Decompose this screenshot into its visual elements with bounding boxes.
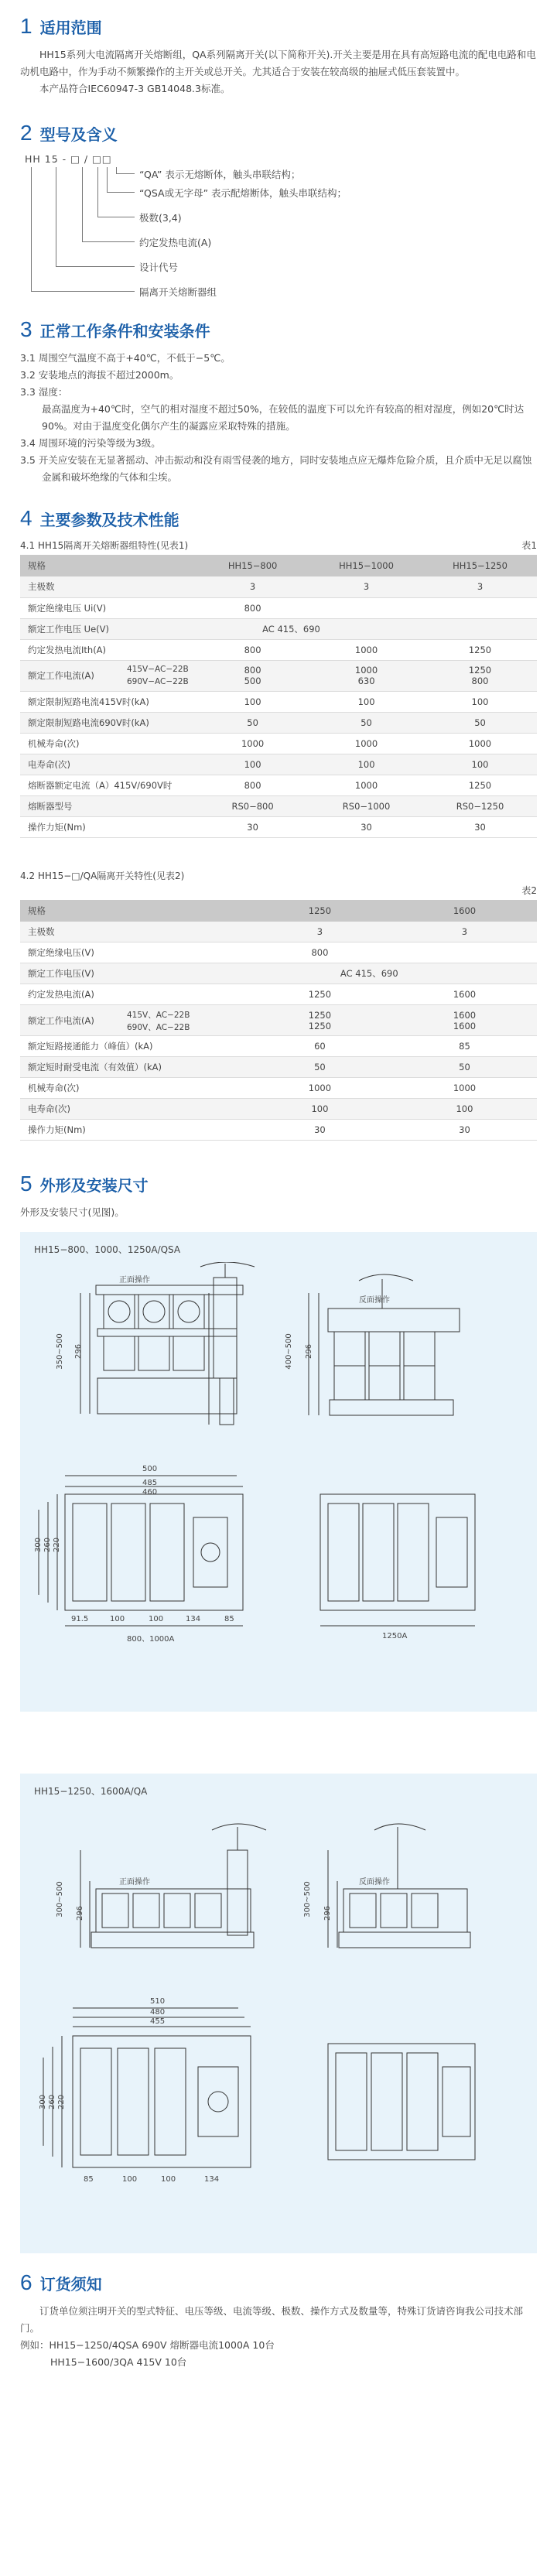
dimension-label: 220 (57, 2094, 67, 2110)
rear-operation-label: 反面操作 (359, 1878, 390, 1887)
table-row: 额定限制短路电流690V时(kA) 50 50 50 (20, 712, 537, 733)
dimension-label: 800、1000A (127, 1635, 175, 1644)
dimension-label: 480 (150, 2008, 166, 2017)
order-instructions: 订货单位须注明开关的型式特征、电压等级、电流等级、极数、操作方式及数量等，特殊订货请咨询我公司技术部门。 (20, 2305, 524, 2334)
model-code: HH 15 - □ / □□ (25, 153, 112, 165)
figure-2-drawing (34, 1804, 523, 2245)
dimension-label: 296 (76, 1905, 85, 1921)
section-title: 型号及含义 (39, 125, 118, 144)
table-row: 机械寿命(次) 1000 1000 (20, 1078, 537, 1099)
dimension-label: 350~500 (55, 1333, 64, 1370)
table-row: 额定工作电流(A) 415V、AC−22B 690V、AC−22B 1250 1250 1600 1600 (20, 1005, 537, 1036)
spec-table-2: 规格 1250 1600 主极数 3 3 额定绝缘电压(V) 800 额定工作电压(V) AC 415、690 约定发热电流(A) 1250 1600 额定工作电流(A) 415V、AC−22B 690V、AC−22B 1250 1250 1600 1600 额定短路接通能力（峰值）(kA) 60 85 额定短时耐受电流（有效值）(kA) 50 50 机械寿命(次) 1000 1000 电寿命(次) 100 100 操作力矩(Nm) 30 30 (20, 900, 537, 1141)
dimension-label: 85 (84, 2175, 94, 2184)
section-5-heading (20, 1172, 537, 1196)
table-row: 熔断器额定电流（A）415V/690V时 800 1000 1250 (20, 775, 537, 795)
table-row: 额定短时耐受电流（有效值）(kA) 50 50 (20, 1057, 537, 1078)
table-row: 操作力矩(Nm) 30 30 (20, 1120, 537, 1141)
dimension-label: 100 (122, 2175, 138, 2184)
switch-outline-drawing (34, 1262, 523, 1703)
table-row: 电寿命(次) 100 100 100 (20, 754, 537, 775)
table-row: 约定发热电流(A) 1250 1600 (20, 984, 537, 1005)
order-example: HH15−1600/3QA 415V 10台 (50, 2356, 187, 2368)
condition-item: 3.3 湿度： (20, 386, 68, 398)
model-label: 隔离开关熔断器组 (139, 286, 217, 298)
dimension-label: 260 (48, 2094, 57, 2110)
dimension-label: 296 (74, 1343, 84, 1360)
table-row: 额定工作电压(V) AC 415、690 (20, 963, 537, 984)
section-1-standard: 本产品符合IEC60947-3 GB14048.3标准。 (39, 83, 231, 94)
dimension-label: 91.5 (71, 1615, 89, 1623)
section-number: 4 (20, 506, 32, 530)
section-2-heading (20, 121, 537, 145)
dimension-label: 300~500 (55, 1881, 64, 1917)
section-title: 正常工作条件和安装条件 (39, 322, 210, 340)
table-row: 额定工作电流(A) 415V−AC−22B 690V−AC−22B 800 500 1000 630 1250 800 (20, 660, 537, 691)
model-label: 设计代号 (139, 262, 179, 273)
table-row: 额定绝缘电压 Ui(V) 800 (20, 597, 537, 618)
section-title: 主要参数及技术性能 (39, 511, 179, 529)
table-row: 主极数 3 3 (20, 922, 537, 942)
dimension-label: 296 (305, 1343, 314, 1360)
dimension-label: 85 (224, 1615, 234, 1623)
dimension-label: 1250A (382, 1632, 408, 1640)
condition-item: 3.4 周围环境的污染等级为3级。 (20, 437, 161, 449)
dimension-label: 400~500 (284, 1333, 293, 1370)
front-operation-label: 正面操作 (119, 1878, 150, 1887)
table-row: 操作力矩(Nm) 30 30 30 (20, 816, 537, 837)
rear-operation-label: 反面操作 (359, 1296, 390, 1305)
dimension-label: 134 (204, 2175, 220, 2184)
model-code-diagram (20, 153, 537, 300)
condition-item: 3.1 周围空气温度不高于+40℃，不低于−5℃。 (20, 352, 231, 364)
dimension-label: 134 (186, 1615, 201, 1623)
table-2-tag: 表2 (521, 884, 537, 896)
condition-item: 最高温度为+40℃时，空气的相对湿度不超过50%，在较低的温度下可以允许有较高的相对湿度，例如20℃时达90%。对由于温度变化偶尔产生的凝露应采取特殊的措施。 (42, 403, 525, 432)
section-4-heading (20, 506, 537, 531)
dimension-label: 500 (142, 1465, 158, 1473)
model-label: 约定发热电流(A) (139, 237, 212, 248)
figure-title: HH15−800、1000、1250A/QSA (34, 1244, 181, 1255)
dimension-label: 460 (142, 1488, 158, 1497)
section-6-heading (20, 2270, 537, 2295)
section-title: 外形及安装尺寸 (39, 1176, 149, 1195)
table-row: 额定工作电压 Ue(V) AC 415、690 (20, 618, 537, 639)
dimension-label: 296 (323, 1905, 333, 1921)
switch-outline-drawing-qa (34, 1804, 523, 2245)
dimension-label: 510 (150, 1997, 166, 2006)
model-label: “QA” 表示无熔断体，触头串联结构； (139, 169, 301, 180)
section-title: 适用范围 (39, 19, 102, 37)
figure-1-panel (20, 1232, 537, 1712)
order-example: 例如：HH15−1250/4QSA 690V 熔断器电流1000A 10台 (20, 2339, 275, 2351)
dimension-label: 100 (110, 1615, 125, 1623)
table-row: 额定绝缘电压(V) 800 (20, 942, 537, 963)
section-5-intro: 外形及安装尺寸(见图)。 (20, 1206, 125, 1218)
figure-2-panel (20, 1774, 537, 2253)
table-row: 机械寿命(次) 1000 1000 1000 (20, 733, 537, 754)
dimension-label: 300~500 (302, 1881, 312, 1917)
dimension-label: 300 (39, 2094, 48, 2110)
dimension-label: 220 (53, 1537, 62, 1553)
spec-table-1: 规格 HH15−800 HH15−1000 HH15−1250 主极数 3 3 3 额定绝缘电压 Ui(V) 800 额定工作电压 Ue(V) AC 415、690 约定发热电流Ith(A) 800 1000 1250 额定工作电流(A) 415V−AC−22B 690V−AC−22B 800 500 1000 630 1250 800 额定限制短路电流415V时(kA) 100 100 100 额定限制短路电流690V时(kA) 50 50 50 机械寿命(次) 1000 1000 1000 电寿命(次) 100 100 100 熔断器额定电流（A）415V/690V时 800 1000 1250 熔断器型号 RS0−800 RS0−1000 RS0−1250 操作力矩(Nm) 30 30 30 (20, 555, 537, 838)
figure-1-drawing (34, 1262, 523, 1703)
table-1-caption: 4.1 HH15隔离开关熔断器组特性(见表1) 表1 (20, 540, 537, 551)
section-1-paragraph: HH15系列大电流隔离开关熔断组，QA系列隔离开关(以下简称开关).开关主要是用在具有高短路电流的配电电路和电动机电路中，作为手动不频繁操作的主开关或总开关。尤其适合于安装在较高级的抽屉式低压套装置中。 (20, 49, 536, 77)
section-1-heading (20, 14, 537, 39)
section-number: 6 (20, 2270, 32, 2294)
condition-item: 3.2 安装地点的海拔不超过2000m。 (20, 369, 179, 381)
table-row: 主极数 3 3 3 (20, 576, 537, 597)
section-number: 1 (20, 14, 32, 38)
table-row: 熔断器型号 RS0−800 RS0−1000 RS0−1250 (20, 795, 537, 816)
section-number: 3 (20, 317, 32, 341)
dimension-label: 100 (149, 1615, 164, 1623)
section-number: 2 (20, 121, 32, 145)
model-label: “QSA或无字母” 表示配熔断体，触头串联结构； (139, 187, 347, 199)
dimension-label: 260 (43, 1537, 53, 1553)
table-2-caption: 4.2 HH15−□/QA隔离开关特性(见表2) (20, 870, 185, 881)
model-label: 极数(3,4) (139, 212, 182, 224)
condition-item: 3.5 开关应安装在无显著摇动、冲击振动和没有雨雪侵袭的地方，同时安装地点应无爆炸危险介质，且介质中无足以腐蚀金属和破坏绝缘的气体和尘埃。 (20, 454, 532, 483)
dimension-label: 485 (142, 1479, 158, 1487)
table-row: 约定发热电流Ith(A) 800 1000 1250 (20, 639, 537, 660)
table-row: 电寿命(次) 100 100 (20, 1099, 537, 1120)
dimension-label: 100 (161, 2175, 176, 2184)
dimension-label: 455 (150, 2017, 166, 2026)
section-3-heading (20, 317, 537, 342)
dimension-label: 300 (34, 1537, 43, 1553)
front-operation-label: 正面操作 (119, 1276, 150, 1285)
table-row: 额定限制短路电流415V时(kA) 100 100 100 (20, 691, 537, 712)
section-title: 订货须知 (39, 2275, 102, 2294)
table-row: 额定短路接通能力（峰值）(kA) 60 85 (20, 1036, 537, 1057)
figure-title: HH15−1250、1600A/QA (34, 1786, 148, 1797)
section-number: 5 (20, 1172, 32, 1196)
